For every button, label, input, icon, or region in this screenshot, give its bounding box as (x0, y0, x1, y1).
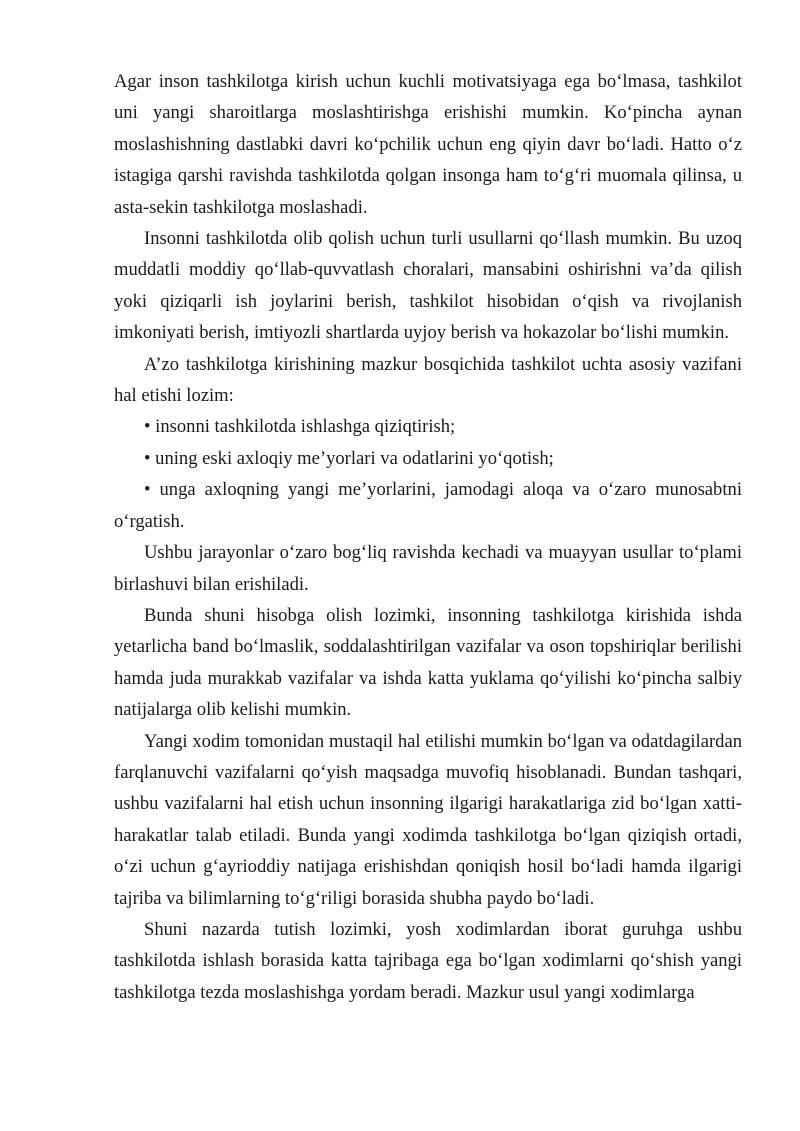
bullet-item: • uning eski axloqiy me’yorlari va odatlarini yo‘qotish; (144, 447, 554, 469)
document-page (114, 66, 742, 1008)
paragraph: Bunda shuni hisobga olish lozimki, insonning tashkilotga kirishida ishda yetarlicha band bo‘lmaslik, soddalashtirilgan vazifalar va oson topshiriqlar berilishi hamda juda murakkab vazifalar va ishda katta yuklama qo‘yilishi ko‘pincha salbiy natijalarga olib kelishi mumkin. (114, 604, 742, 721)
paragraph: Ushbu jarayonlar o‘zaro bog‘liq ravishda kechadi va muayyan usullar to‘plami birlashuvi bilan erishiladi. (114, 542, 742, 595)
paragraph-continuation: Agar inson tashkilotga kirish uchun kuchli motivatsiyaga ega bo‘lmasa, tashkilot uni yangi sharoitlarga moslashtirishga erishishi mumkin. Ko‘pincha aynan moslashishning dastlabki davri ko‘pchilik uchun eng qiyin davr bo‘ladi. Hatto o‘z istagiga qarshi ravishda tashkilotda qolgan insonga ham to‘g‘ri muomala qilinsa, u asta-sekin tashkilotga moslashadi. (114, 71, 742, 218)
bullet-item: • insonni tashkilotda ishlashga qiziqtirish; (144, 416, 456, 438)
paragraph: Shuni nazarda tutish lozimki, yosh xodimlardan iborat guruhga ushbu tashkilotda ishlash borasida katta tajribaga ega bo‘lgan xodimlarni qo‘shish yangi tashkilotga tezda moslashishga yordam beradi. Mazkur usul yangi xodimlarga (114, 918, 742, 1003)
paragraph: Insonni tashkilotda olib qolish uchun turli usullarni qo‘llash mumkin. Bu uzoq muddatli moddiy qo‘llab-quvvatlash choralari, mansabini oshirishni va’da qilish yoki qiziqarli ish joylarini berish, tashkilot hisobidan o‘qish va rivojlanish imkoniyati berish, imtiyozli shartlarda uyjoy berish va hokazolar bo‘lishi mumkin. (114, 228, 742, 344)
paragraph: Yangi xodim tomonidan mustaqil hal etilishi mumkin bo‘lgan va odatdagilardan farqlanuvchi vazifalarni qo‘yish maqsadga muvofiq hisoblanadi. Bundan tashqari, ushbu vazifalarni hal etish uchun insonning ilgarigi harakatlariga zid bo‘lgan xatti-harakatlar talab etiladi. Bunda yangi xodimda tashkilotga bo‘lgan qiziqish ortadi, o‘zi uchun g‘ayrioddiy natijaga erishishdan qoniqish hosil bo‘ladi hamda ilgarigi tajriba va bilimlarning to‘g‘riligi borasida shubha paydo bo‘ladi. (114, 730, 742, 909)
paragraph: A’zo tashkilotga kirishining mazkur bosqichida tashkilot uchta asosiy vazifani hal etishi lozim: (114, 353, 742, 407)
bullet-item: • unga axloqning yangi me’yorlarini, jamodagi aloqa va o‘zaro munosabtni o‘rgatish. (114, 479, 742, 532)
